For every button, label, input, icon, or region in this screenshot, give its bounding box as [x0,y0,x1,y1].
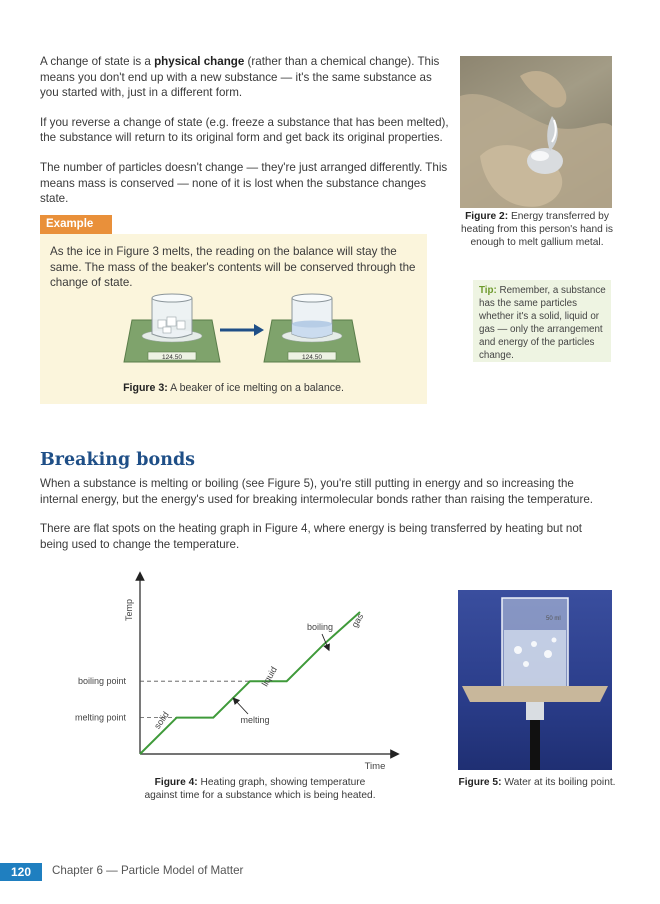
breaking-bonds-text [40,476,610,566]
liquid-label: liquid [259,664,279,689]
page-number: 120 [0,863,42,881]
figure-3-balance-diagram [120,290,370,372]
section-heading: Breaking bonds [40,450,196,470]
boiling-label: boiling [306,622,334,632]
intro-paragraph-3: The number of particles doesn't change — they're just arranged differently. This means mass is conserved — none of it is lost when the substance changes state. [40,160,448,206]
intro-paragraph-2: If you reverse a change of state (e.g. freeze a substance that has been melted), the substance will return to its original form and get back its original properties. [40,115,449,145]
y-axis-label: Temp [124,598,134,622]
intro-paragraph-1: A change of state is a physical change (rather than a chemical change). This means you don't end up with a new substance — it's the same substance as you started with, just in a different form. [40,55,440,100]
balance-left [124,294,220,362]
gallium-hand-photo [460,56,612,208]
chapter-label: Chapter 6 — Particle Model of Matter [52,864,244,877]
figure-3-caption: Figure 3: A beaker of ice melting on a balance. [123,382,344,394]
example-tab: Example [40,215,112,234]
change-arrow-icon [220,324,264,336]
example-text: As the ice in Figure 3 melts, the reading on the balance will stay the same. The mass of the beaker's contents will be conserved through the change of state. [50,245,416,290]
gas-label: gas [349,611,366,630]
x-axis-label: Time [364,761,386,772]
balance-right-reading: 124.50 [302,354,322,361]
balance-left-reading: 124.50 [162,354,182,361]
tip-text: Tip: Remember, a substance has the same particles whether it's a solid, liquid or gas — only the arrangement and energy of the particles change. [479,285,606,361]
heating-graph [60,570,400,775]
beaker-marking: 50 ml [546,616,561,622]
solid-label: solid [152,709,171,731]
boiling-point-label: boiling point [77,676,126,687]
physical-change-term: physical change [154,55,245,68]
figure-2-caption: Figure 2: Energy transferred by heating from this person's hand is enough to melt gallium metal. [460,211,613,248]
balance-right [264,294,360,362]
intro-text [40,54,450,221]
figure-4-caption: Figure 4: Heating graph, showing temperature against time for a substance which is being heated. [144,777,376,801]
heating-curve [140,612,360,754]
bonds-paragraph-2: There are flat spots on the heating graph in Figure 4, where energy is being transferred by heating but not being used to change the temperature. [40,522,583,551]
bonds-paragraph-1: When a substance is melting or boiling (see Figure 5), you're still putting in energy and so increasing the internal energy, but the energy's used for breaking intermolecular bonds rather than raising the temperature. [40,477,594,506]
melting-point-label: melting point [74,712,126,723]
figure-5-caption: Figure 5: Water at its boiling point. [458,777,616,788]
boiling-water-photo [458,590,612,770]
tip-label: Tip: [479,285,497,296]
melting-pointer-arrow-icon [235,700,248,714]
melting-label: melting [240,715,270,725]
